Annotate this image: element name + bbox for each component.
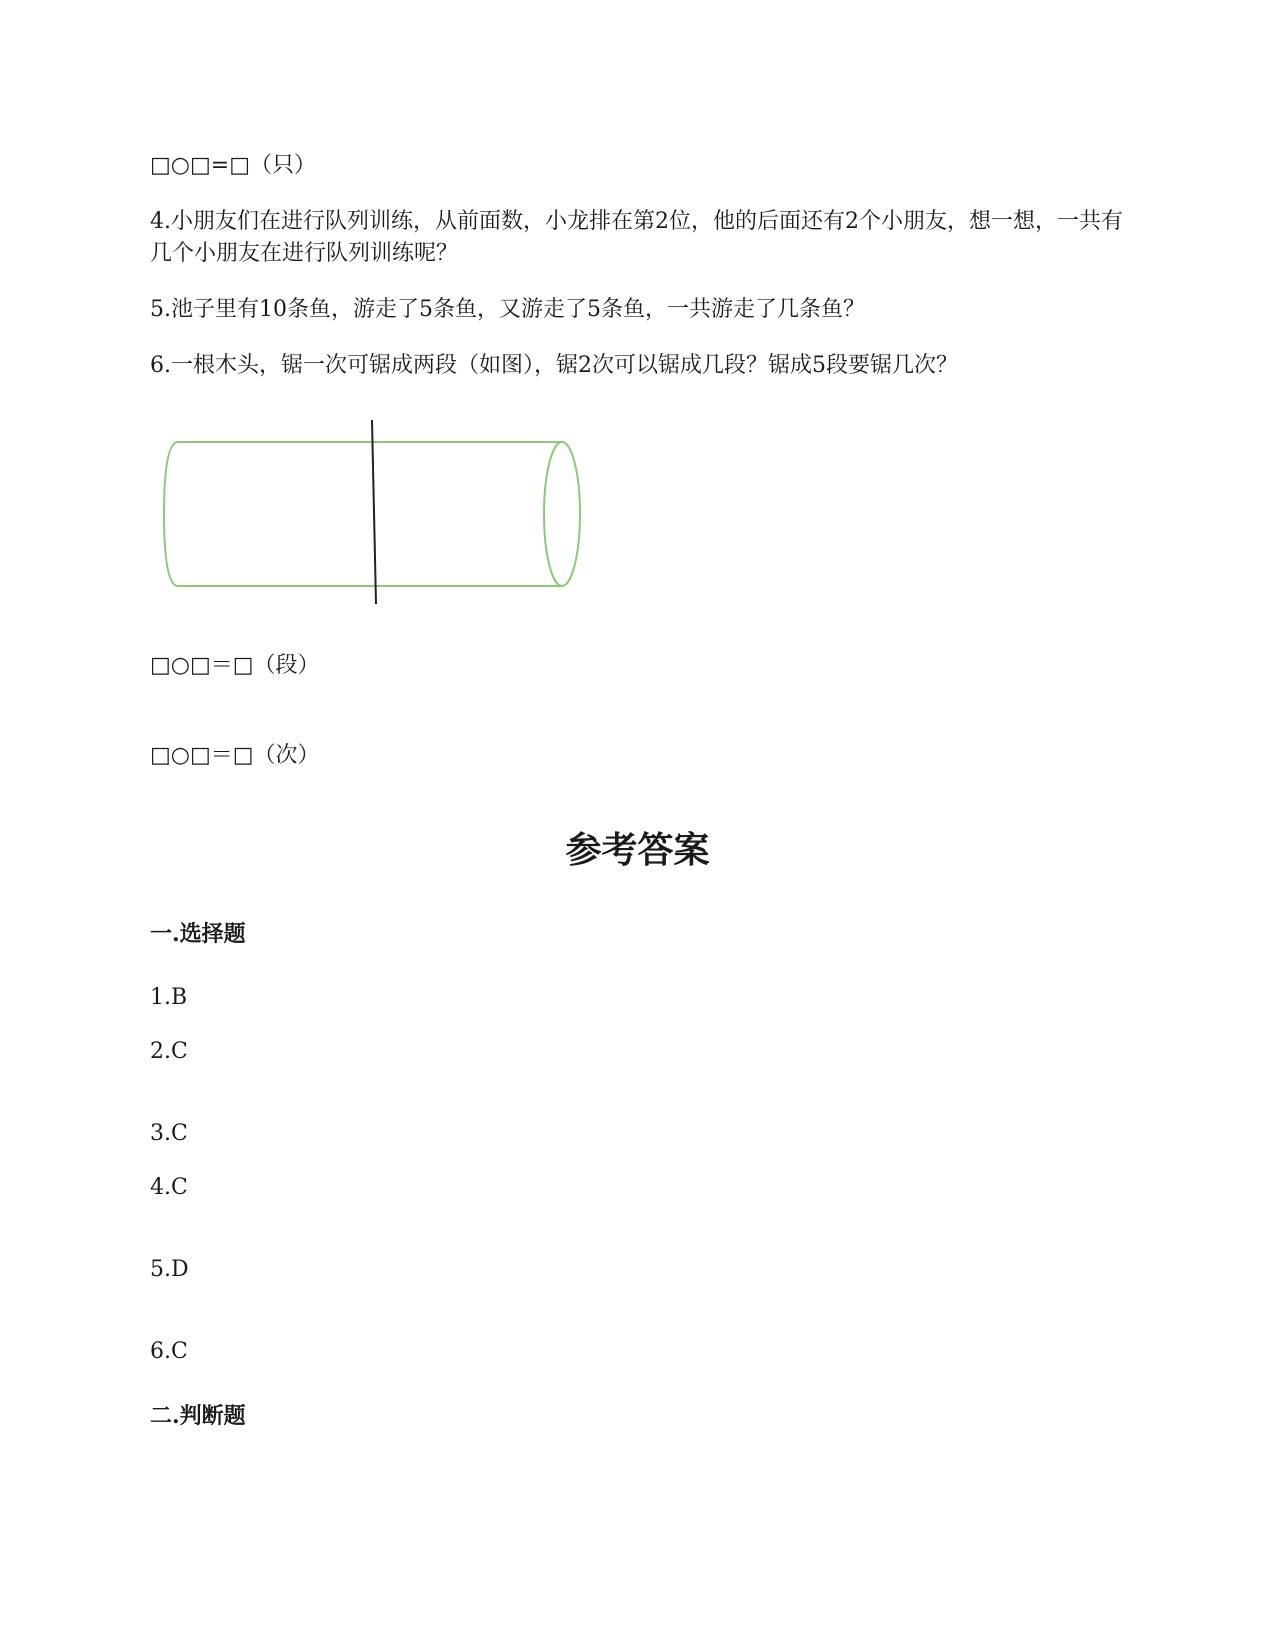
question-4: 4.小朋友们在进行队列训练，从前面数，小龙排在第2位，他的后面还有2个小朋友，想一想，一共有几个小朋友在进行队列训练呢？ — [150, 209, 1123, 266]
answer-item: 2.C — [150, 1039, 188, 1064]
answers-title: 参考答案 — [565, 829, 710, 871]
answer-item: 4.C — [150, 1175, 188, 1200]
equation-times: □○□＝□（次） — [150, 743, 320, 768]
question-5: 5.池子里有10条鱼，游走了5条鱼，又游走了5条鱼，一共游走了几条鱼？ — [150, 297, 865, 322]
saw-cut-line — [372, 420, 376, 604]
cylinder-body — [164, 442, 562, 586]
equation-segments: □○□＝□（段） — [150, 653, 320, 678]
equation-animals: □○□=□（只） — [150, 153, 316, 178]
section-choice: 一.选择题 — [150, 921, 246, 947]
question-6: 6.一根木头，锯一次可锯成两段（如图），锯2次可以锯成几段？锯成5段要锯几次？ — [150, 353, 958, 378]
answer-item: 3.C — [150, 1121, 188, 1146]
section-judgement: 二.判断题 — [150, 1403, 246, 1429]
log-cylinder-figure — [150, 408, 610, 608]
answer-item: 6.C — [150, 1339, 188, 1364]
cylinder-end — [544, 442, 580, 586]
answer-item: 5.D — [150, 1257, 189, 1282]
answer-item: 1.B — [150, 985, 188, 1010]
